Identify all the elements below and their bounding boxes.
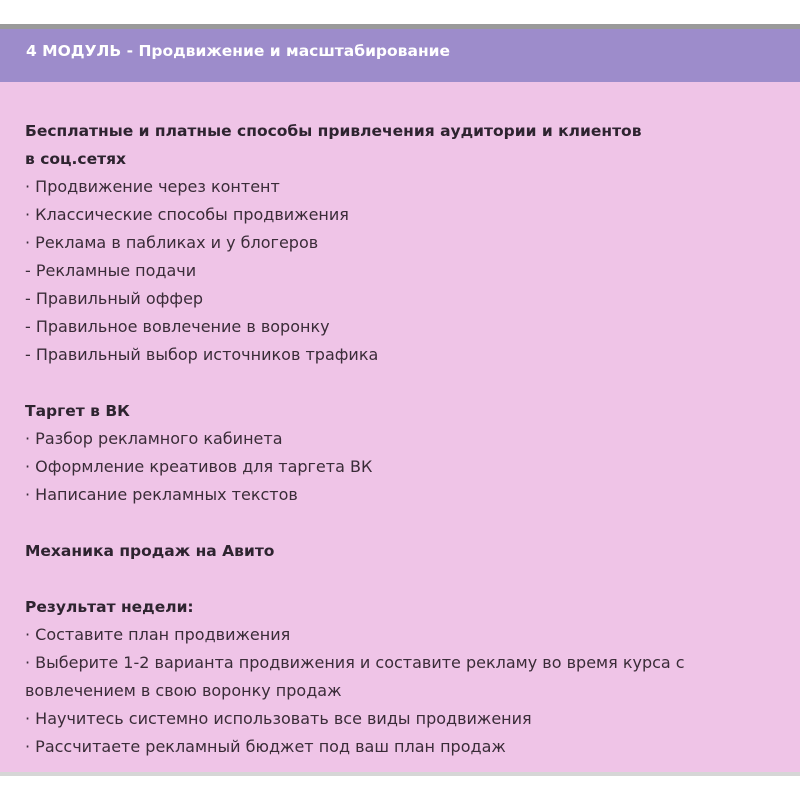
list-item: - Правильный оффер xyxy=(25,289,204,308)
list-item: - Правильное вовлечение в воронку xyxy=(25,317,330,336)
list-item: · Классические способы продвижения xyxy=(25,205,349,224)
list-item: · Научитесь системно использовать все виды продвижения xyxy=(25,709,532,728)
section-promotion xyxy=(25,117,795,369)
section-title: в соц.сетях xyxy=(25,150,127,168)
list-item: · Рассчитаете рекламный бюджет под ваш план продаж xyxy=(25,737,506,756)
spacer xyxy=(25,565,795,593)
section-title: Механика продаж на Авито xyxy=(25,542,275,560)
list-item: · Продвижение через контент xyxy=(25,177,280,196)
module-content xyxy=(0,82,800,772)
list-item: - Правильный выбор источников трафика xyxy=(25,345,379,364)
list-item: · Написание рекламных текстов xyxy=(25,485,298,504)
bottom-divider xyxy=(0,772,800,776)
module-content-body xyxy=(25,117,795,761)
module-title: 4 МОДУЛЬ - Продвижение и масштабирование xyxy=(26,42,451,60)
list-item: · Составите план продвижения xyxy=(25,625,291,644)
spacer xyxy=(25,509,795,537)
module-header xyxy=(0,29,800,82)
section-title: Результат недели: xyxy=(25,598,194,616)
section-title: Таргет в ВК xyxy=(25,402,130,420)
list-item: · Разбор рекламного кабинета xyxy=(25,429,283,448)
list-item: · Реклама в пабликах и у блогеров xyxy=(25,233,319,252)
section-title: Бесплатные и платные способы привлечения аудитории и клиентов xyxy=(25,122,642,140)
list-item: - Рекламные подачи xyxy=(25,261,197,280)
section-avito xyxy=(25,537,795,565)
section-week-result xyxy=(25,593,795,761)
section-target-vk xyxy=(25,397,795,509)
list-item: · Выберите 1-2 варианта продвижения и составите рекламу во время курса с xyxy=(25,653,685,672)
spacer xyxy=(25,369,795,397)
list-item: вовлечением в свою воронку продаж xyxy=(25,681,342,700)
list-item: · Оформление креативов для таргета ВК xyxy=(25,457,373,476)
